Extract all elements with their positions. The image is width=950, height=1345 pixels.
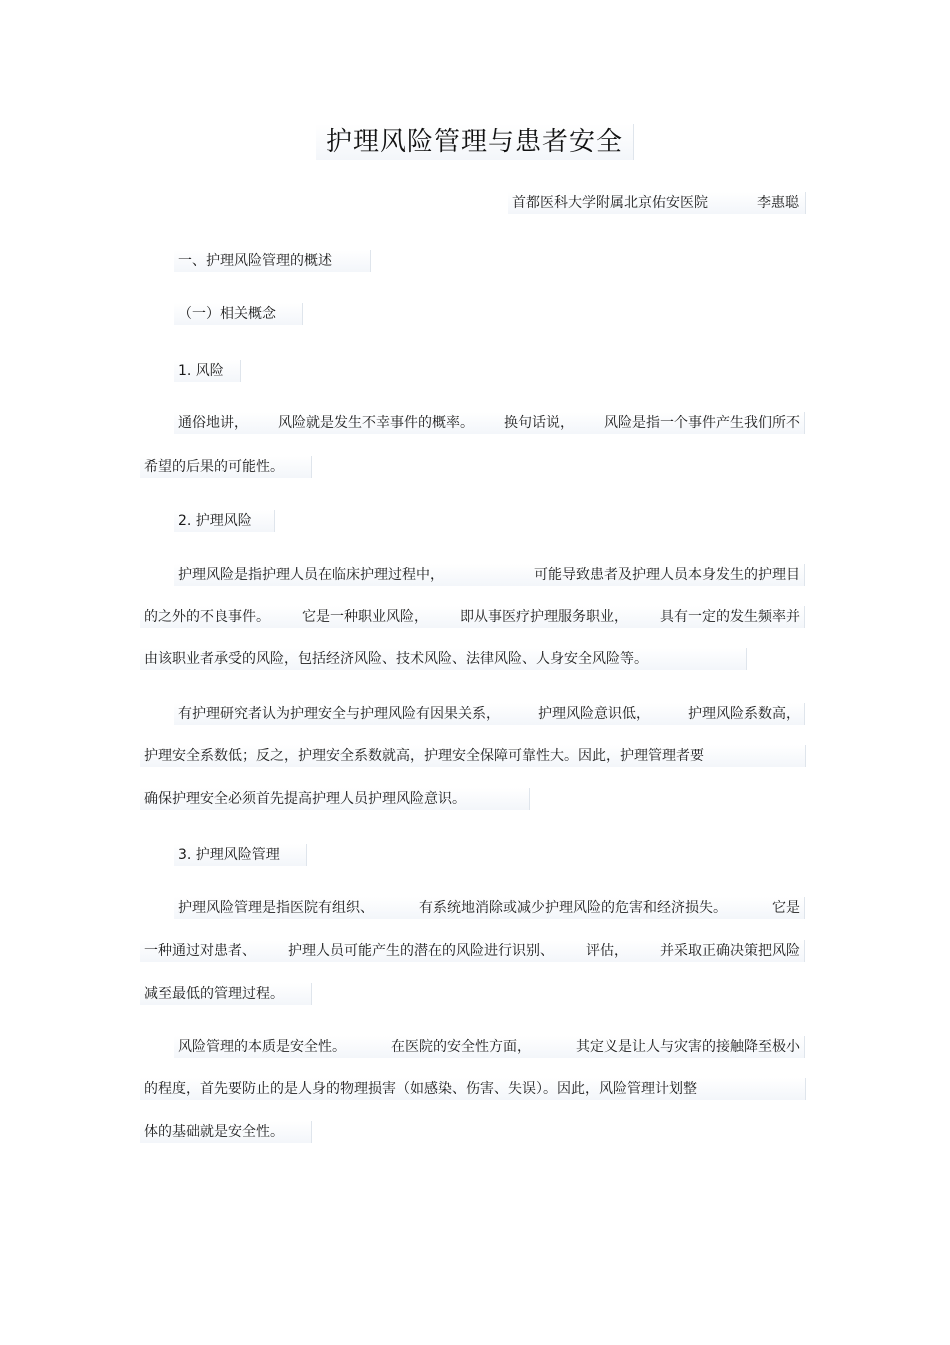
paragraph-line xyxy=(174,412,805,434)
paragraph-line: 体的基础就是安全性。 xyxy=(140,1121,312,1143)
paragraph-line xyxy=(140,606,805,628)
text-segment: 可能导致患者及护理人员本身发生的护理目 xyxy=(534,567,800,583)
paragraph-line: 护理安全系数低；反之，护理安全系数就高，护理安全保障可靠性大。因此，护理管理者要 xyxy=(140,745,806,767)
text-segment: 的之外的不良事件。 xyxy=(144,609,270,625)
text-segment: 有系统地消除或减少护理风险的危害和经济损失。 xyxy=(419,900,727,916)
item-heading-nursing-risk-management: 3. 护理风险管理 xyxy=(174,844,307,866)
paragraph-line: 减至最低的管理过程。 xyxy=(140,983,312,1005)
text-segment: 一种通过对患者、 xyxy=(144,943,256,959)
text-segment: 风险管理的本质是安全性。 xyxy=(178,1039,346,1055)
paragraph-line: 确保护理安全必须首先提高护理人员护理风险意识。 xyxy=(140,788,530,810)
text-segment: 其定义是让人与灾害的接触降至极小 xyxy=(576,1039,800,1055)
text-segment: 风险是指一个事件产生我们所不 xyxy=(604,415,800,431)
paragraph-line xyxy=(174,703,805,725)
text-segment: 它是 xyxy=(772,900,800,916)
text-segment: 护理风险管理是指医院有组织、 xyxy=(178,900,374,916)
text-segment: 护理风险系数高， xyxy=(688,706,800,722)
author-affiliation: 首都医科大学附属北京佑安医院 xyxy=(512,195,708,211)
paragraph-line: 的程度，首先要防止的是人身的物理损害（如感染、伤害、失误）。因此，风险管理计划整 xyxy=(140,1078,806,1100)
text-segment: 通俗地讲， xyxy=(178,415,248,431)
document-title: 护理风险管理与患者安全 xyxy=(316,124,634,160)
paragraph-line xyxy=(174,897,805,919)
author-name: 李惠聪 xyxy=(757,195,799,211)
text-segment: 它是一种职业风险， xyxy=(302,609,428,625)
subsection-heading: （一）相关概念 xyxy=(174,303,303,325)
text-segment: 护理人员可能产生的潜在的风险进行识别、 xyxy=(288,943,554,959)
text-segment: 在医院的安全性方面， xyxy=(391,1039,531,1055)
paragraph-line xyxy=(140,940,805,962)
text-segment: 换句话说， xyxy=(504,415,574,431)
paragraph-line: 希望的后果的可能性。 xyxy=(140,456,312,478)
paragraph-line xyxy=(174,564,805,586)
text-segment: 具有一定的发生频率并 xyxy=(660,609,800,625)
text-segment: 护理风险意识低， xyxy=(538,706,650,722)
item-heading-risk: 1. 风险 xyxy=(174,360,241,382)
text-segment: 并采取正确决策把风险 xyxy=(660,943,800,959)
paragraph-line xyxy=(174,1036,805,1058)
item-heading-nursing-risk: 2. 护理风险 xyxy=(174,510,275,532)
text-segment: 风险就是发生不幸事件的概率。 xyxy=(278,415,474,431)
text-segment: 护理风险是指护理人员在临床护理过程中， xyxy=(178,567,444,583)
text-segment: 评估， xyxy=(586,943,628,959)
author-line xyxy=(508,192,806,214)
paragraph-line: 由该职业者承受的风险，包括经济风险、技术风险、法律风险、人身安全风险等。 xyxy=(140,648,747,670)
text-segment: 有护理研究者认为护理安全与护理风险有因果关系， xyxy=(178,706,500,722)
section-heading: 一、护理风险管理的概述 xyxy=(174,250,371,272)
text-segment: 即从事医疗护理服务职业， xyxy=(460,609,628,625)
